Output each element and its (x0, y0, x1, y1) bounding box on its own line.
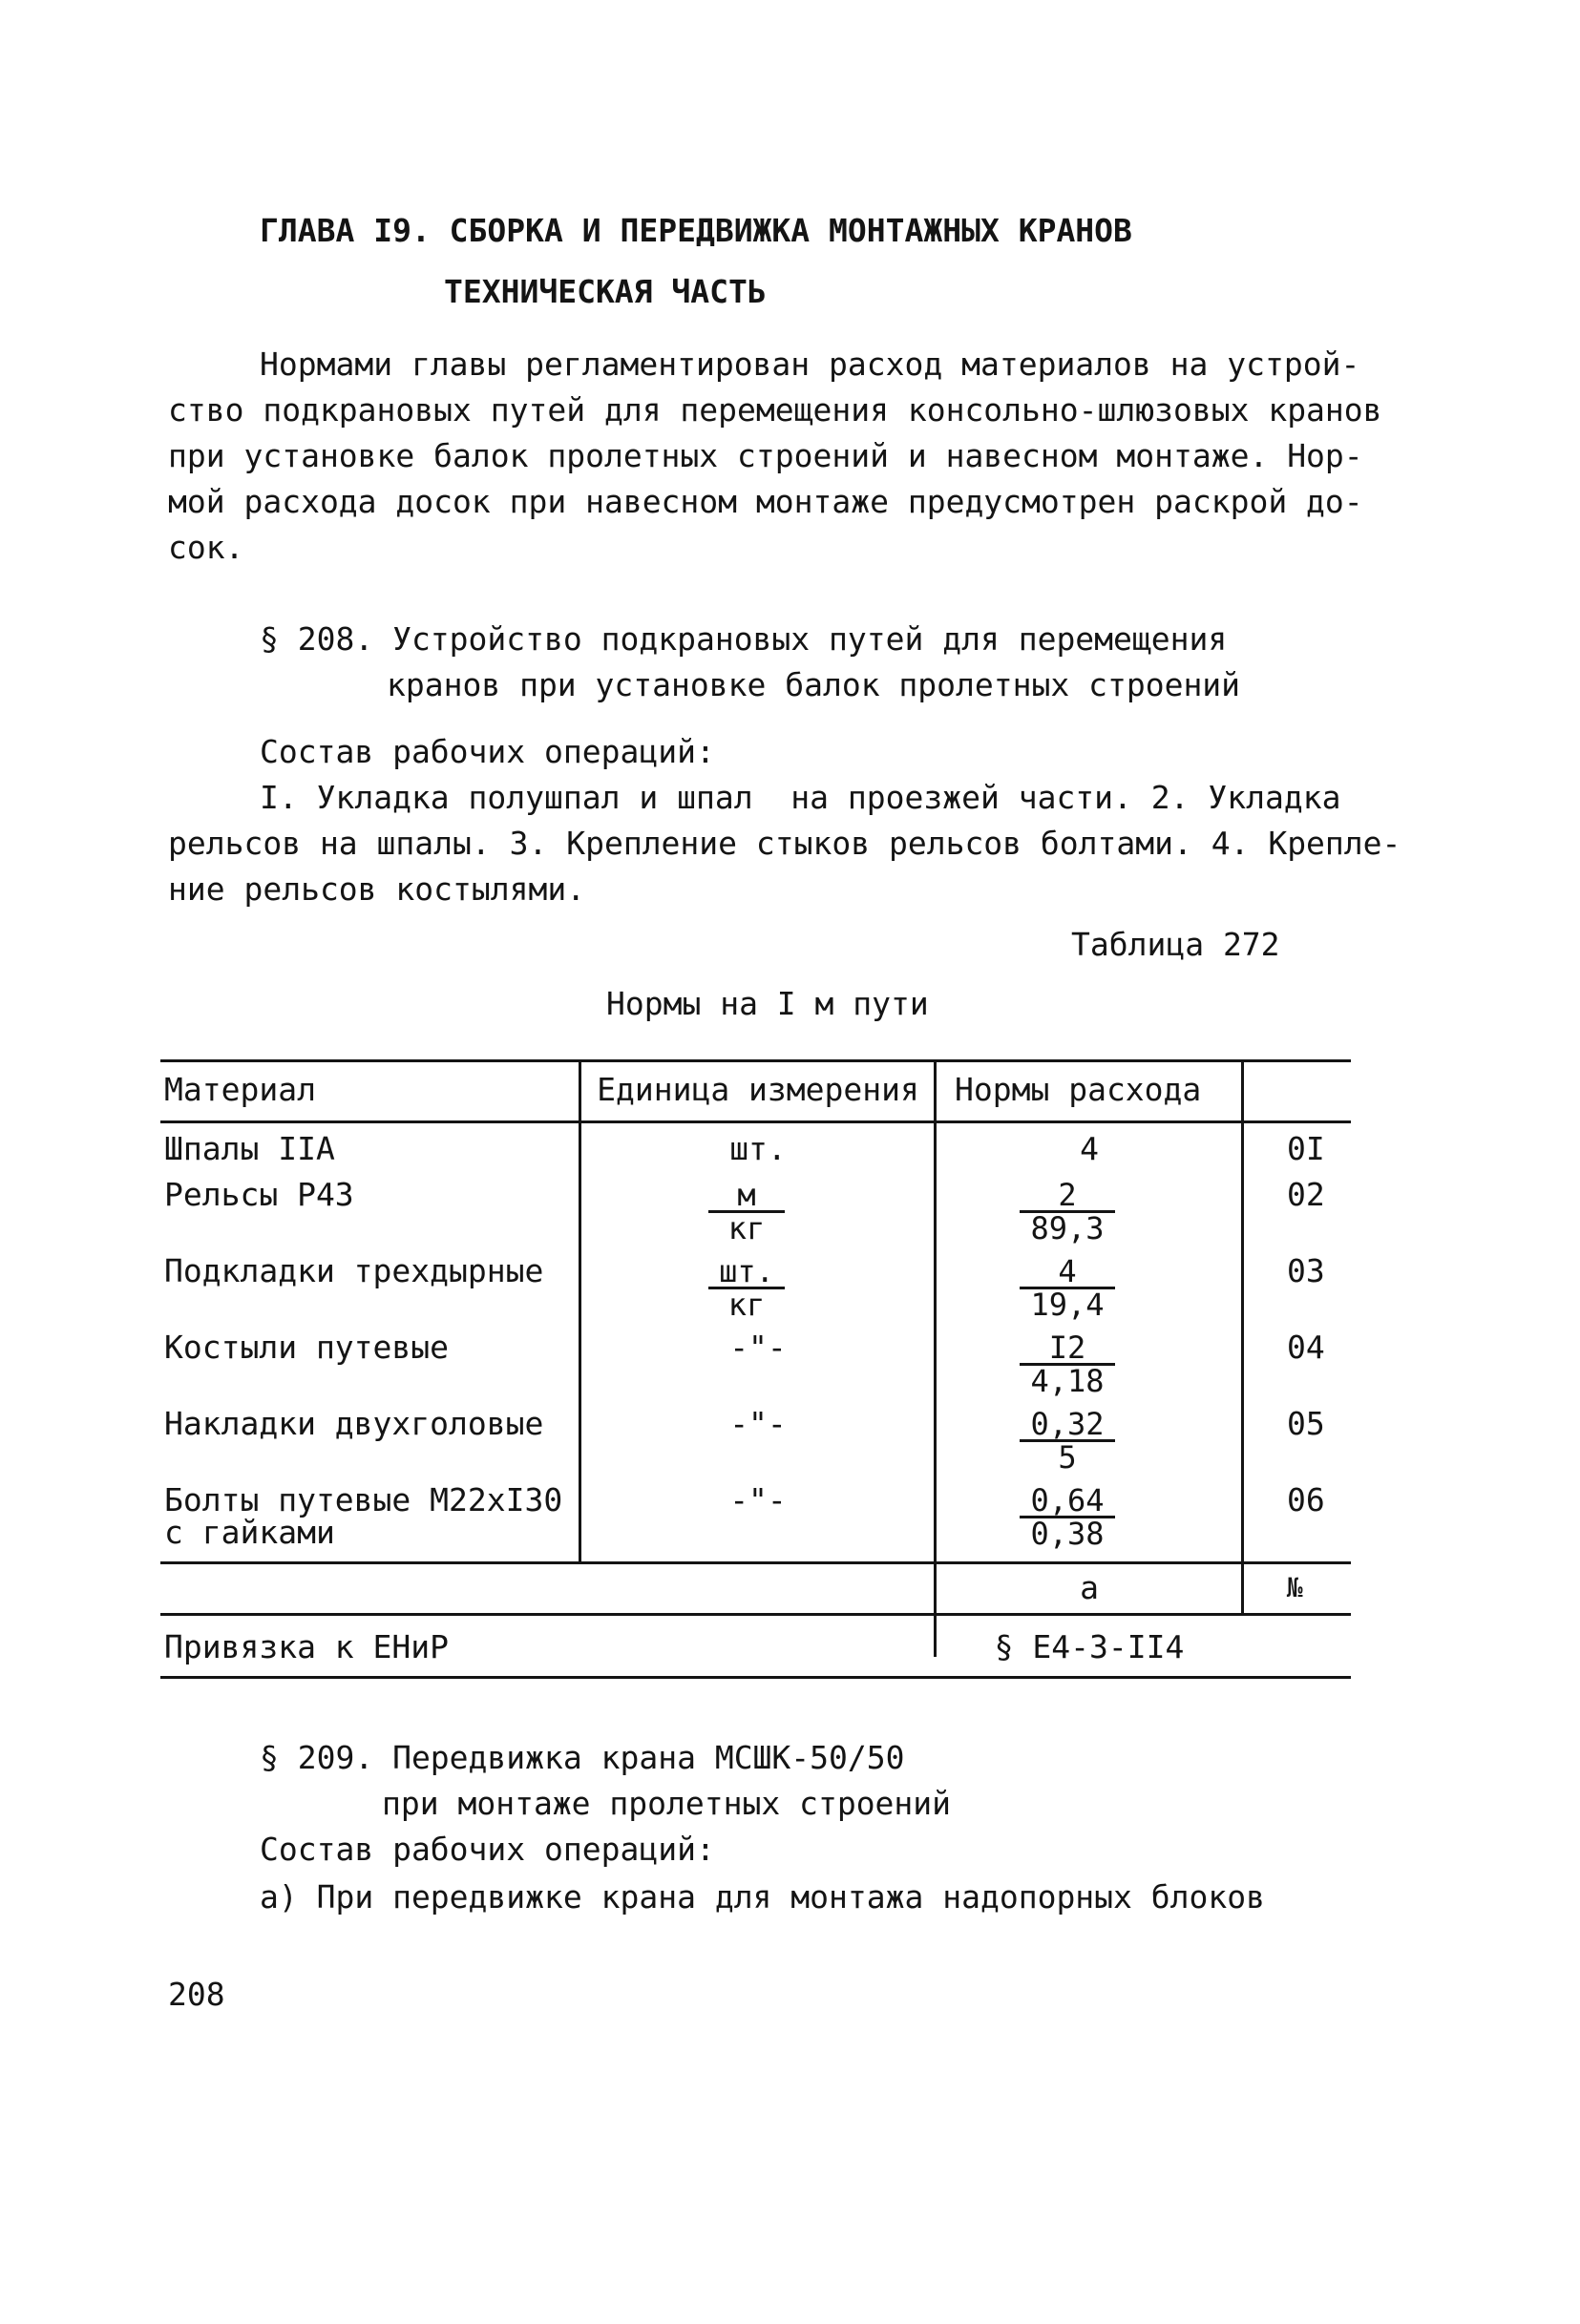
chapter-title: ГЛАВА I9. СБОРКА И ПЕРЕДВИЖКА МОНТАЖНЫХ КРАНОВ (260, 212, 1132, 249)
row-code: 02 (1287, 1176, 1325, 1213)
fraction-denominator: 5 (1058, 1439, 1077, 1476)
fraction-denominator: кг (727, 1287, 766, 1323)
section-209-heading-cont: при монтаже пролетных строений (382, 1785, 952, 1822)
fraction-numerator: 0,32 (1020, 1409, 1115, 1442)
row-unit: -"- (729, 1481, 787, 1518)
chapter-subtitle: ТЕХНИЧЕСКАЯ ЧАСТЬ (444, 273, 767, 310)
table-bottom-rule (160, 1676, 1351, 1679)
table-header-rule (160, 1120, 1351, 1123)
section-208-op-line: рельсов на шпалы. 3. Крепление стыков рельсов болтами. 4. Крепле- (168, 825, 1401, 862)
section-208-heading-cont: кранов при установке балок пролетных строений (387, 666, 1241, 703)
row-material: Костыли путевые (164, 1329, 450, 1366)
table-column-divider (579, 1059, 581, 1561)
row-material: Накладки двухголовые (164, 1405, 544, 1442)
row-code: 05 (1287, 1405, 1325, 1442)
footer-letter: а (1080, 1569, 1099, 1606)
fraction-numerator: м (708, 1180, 785, 1213)
header-unit: Единица измерения (597, 1071, 919, 1108)
row-material: Подкладки трехдырные (164, 1252, 544, 1289)
row-material-cont: с гайками (164, 1514, 335, 1551)
row-norm-fraction (1020, 1177, 1115, 1246)
table-column-divider (1241, 1059, 1244, 1615)
row-unit: -"- (729, 1329, 787, 1366)
fraction-denominator: кг (727, 1210, 766, 1246)
header-material: Материал (164, 1071, 316, 1108)
row-code: 0I (1287, 1130, 1325, 1167)
table-label: Таблица 272 (1071, 926, 1280, 963)
row-norm: 4 (1080, 1130, 1099, 1167)
binding-value: § Е4-3-II4 (994, 1628, 1185, 1665)
row-unit-fraction (708, 1177, 785, 1246)
table-top-rule (160, 1059, 1351, 1062)
row-unit-fraction (708, 1253, 785, 1323)
table-column-divider (934, 1059, 937, 1657)
binding-label: Привязка к ЕНиР (164, 1628, 450, 1665)
section-208-op-line: ние рельсов костылями. (168, 870, 586, 908)
fraction-numerator: I2 (1020, 1332, 1115, 1366)
fraction-numerator: 0,64 (1020, 1485, 1115, 1518)
fraction-numerator: 2 (1020, 1180, 1115, 1213)
row-unit: -"- (729, 1405, 787, 1442)
fraction-denominator: 0,38 (1030, 1516, 1105, 1552)
row-material: Болты путевые М22хI30 (164, 1481, 563, 1518)
row-norm-fraction (1020, 1482, 1115, 1552)
fraction-denominator: 89,3 (1030, 1210, 1105, 1246)
fraction-numerator: шт. (708, 1256, 785, 1289)
intro-line: сок. (168, 529, 244, 566)
footer-number-sign: № (1286, 1572, 1303, 1603)
row-norm-fraction (1020, 1329, 1115, 1399)
table-binding-rule (160, 1613, 1351, 1616)
intro-line: ство подкрановых путей для перемещения консольно-шлюзовых кранов (168, 391, 1382, 429)
fraction-denominator: 4,18 (1030, 1363, 1105, 1399)
table-caption: Нормы на I м пути (606, 985, 929, 1022)
intro-line: при установке балок пролетных строений и навесном монтаже. Нор- (168, 437, 1363, 474)
row-code: 06 (1287, 1481, 1325, 1518)
section-209-op-a: а) При передвижке крана для монтажа надопорных блоков (260, 1878, 1265, 1916)
page-number: 208 (168, 1976, 225, 2013)
section-208-op-line: I. Укладка полушпал и шпал на проезжей части. 2. Укладка (260, 779, 1341, 816)
intro-line: мой расхода досок при навесном монтаже предусмотрен раскрой до- (168, 483, 1363, 520)
row-code: 03 (1287, 1252, 1325, 1289)
section-208-heading: § 208. Устройство подкрановых путей для перемещения (260, 620, 1228, 658)
row-material: Шпалы IIA (164, 1130, 335, 1167)
table-footer-rule (160, 1561, 1351, 1564)
fraction-denominator: 19,4 (1030, 1287, 1105, 1323)
row-material: Рельсы Р43 (164, 1176, 354, 1213)
row-norm-fraction (1020, 1406, 1115, 1476)
row-code: 04 (1287, 1329, 1325, 1366)
header-norms: Нормы расхода (955, 1071, 1202, 1108)
row-norm-fraction (1020, 1253, 1115, 1323)
row-unit: шт. (729, 1130, 787, 1167)
section-209-ops-title: Состав рабочих операций: (260, 1831, 715, 1868)
intro-line: Нормами главы регламентирован расход материалов на устрой- (260, 345, 1360, 383)
section-208-ops-title: Состав рабочих операций: (260, 733, 715, 770)
section-209-heading: § 209. Передвижка крана МСШК-50/50 (260, 1739, 905, 1776)
fraction-numerator: 4 (1020, 1256, 1115, 1289)
